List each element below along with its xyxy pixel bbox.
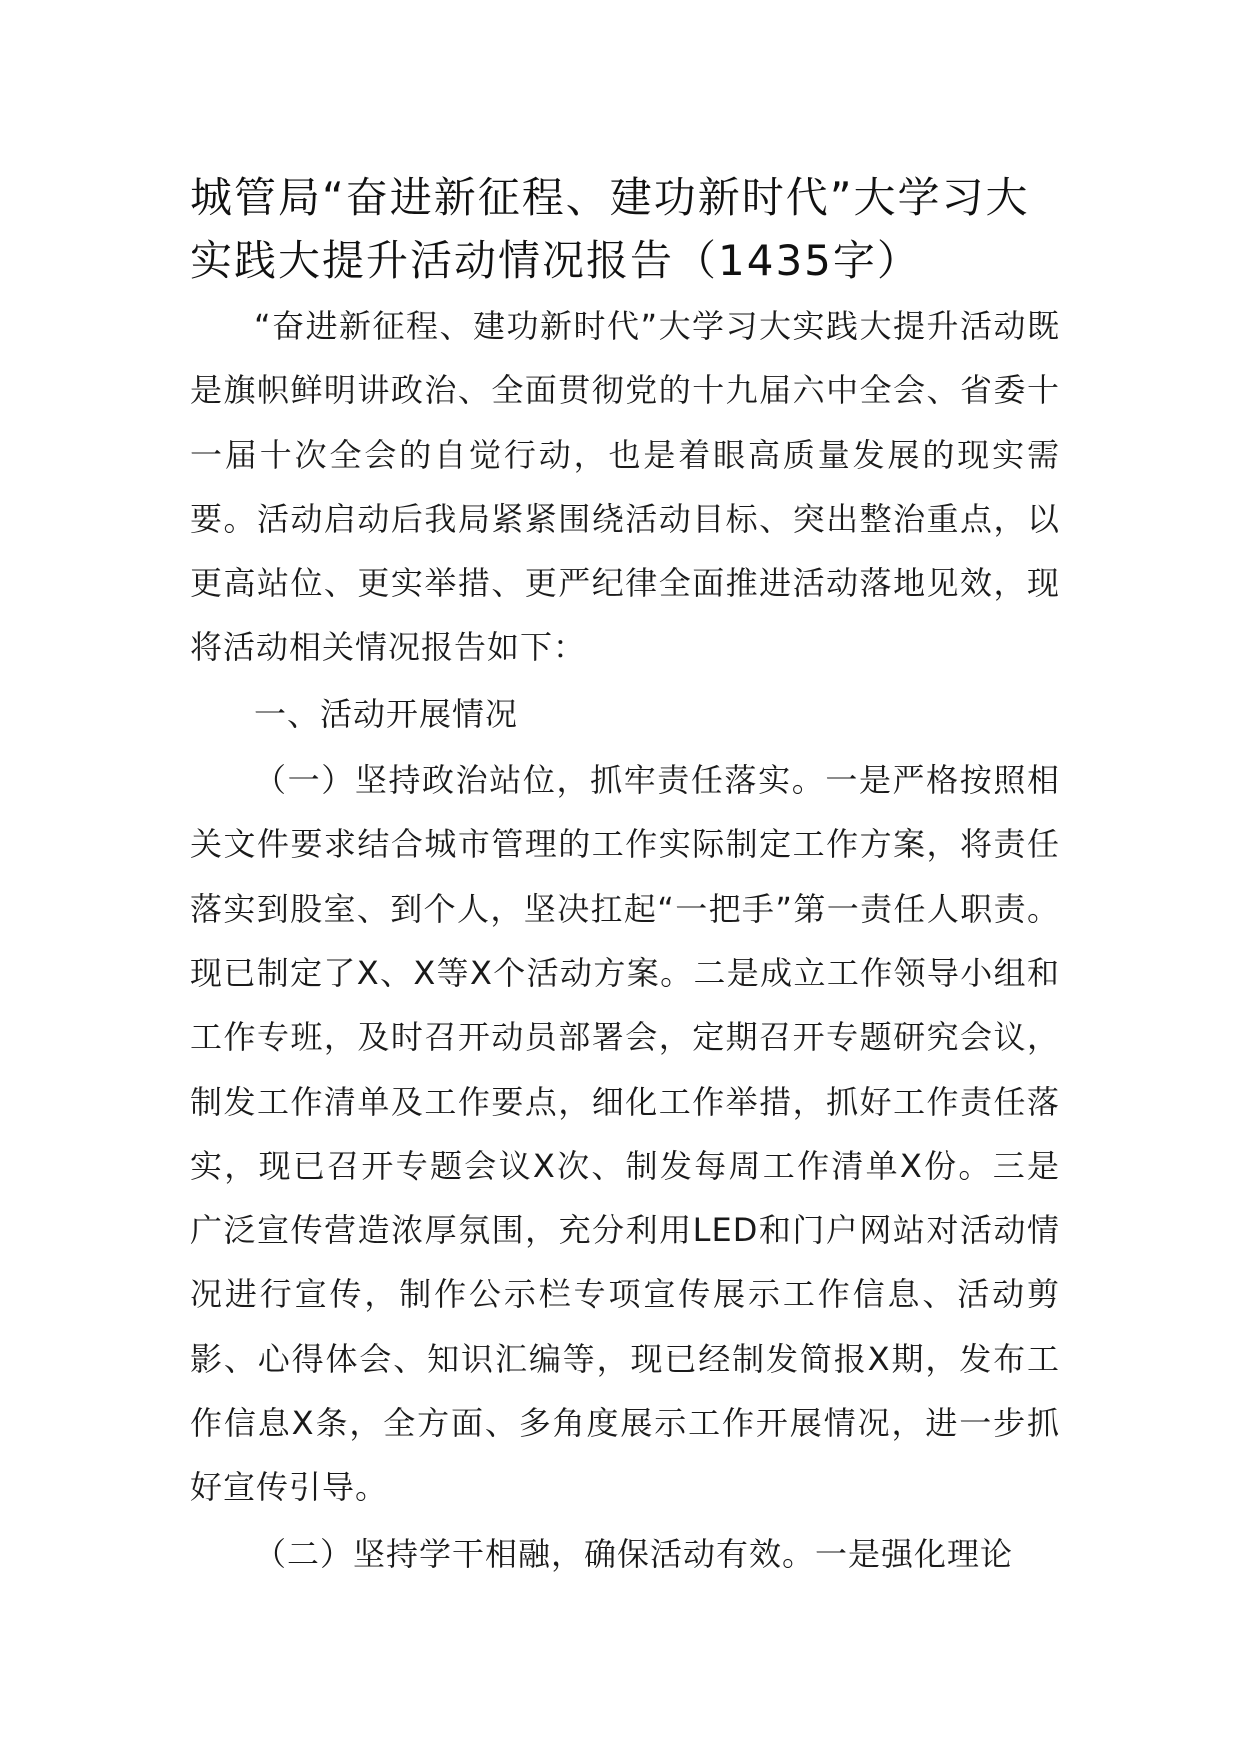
document-body bbox=[190, 166, 1060, 1586]
section-heading: 一、活动开展情况 bbox=[254, 694, 519, 733]
intro-paragraph: “奋进新征程、建功新时代”大学习大实践大提升活动既是旗帜鲜明讲政治、全面贯彻党的十九届六中全会、省委十一届十次全会的自觉行动，也是着眼高质量发展的现实需要。活动启动后我局紧紧围绕活动目标、突出整治重点，以更高站位、更实举措、更严纪律全面推进活动落地见效，现将活动相关情况报告如下： bbox=[190, 307, 1060, 667]
document-title: 城管局“奋进新征程、建功新时代”大学习大实践大提升活动情况报告（1435字） bbox=[190, 173, 1030, 285]
body-paragraph: （一）坚持政治站位，抓牢责任落实。一是严格按照相关文件要求结合城市管理的工作实际制定工作方案，将责任落实到股室、到个人，坚决扛起“一把手”第一责任人职责。现已制定了X、X等X个活动方案。二是成立工作领导小组和工作专班，及时召开动员部署会，定期召开专题研究会议，制发工作清单及工作要点，细化工作举措，抓好工作责任落实，现已召开专题会议X次、制发每周工作清单X份。三是广泛宣传营造浓厚氛围，充分利用LED和门户网站对活动情况进行宣传，制作公示栏专项宣传展示工作信息、活动剪影、心得体会、知识汇编等，现已经制发简报X期，发布工作信息X条，全方面、多角度展示工作开展情况，进一步抓好宣传引导。 bbox=[190, 761, 1060, 1507]
body-paragraph: （二）坚持学干相融，确保活动有效。一是强化理论 bbox=[254, 1534, 1014, 1573]
